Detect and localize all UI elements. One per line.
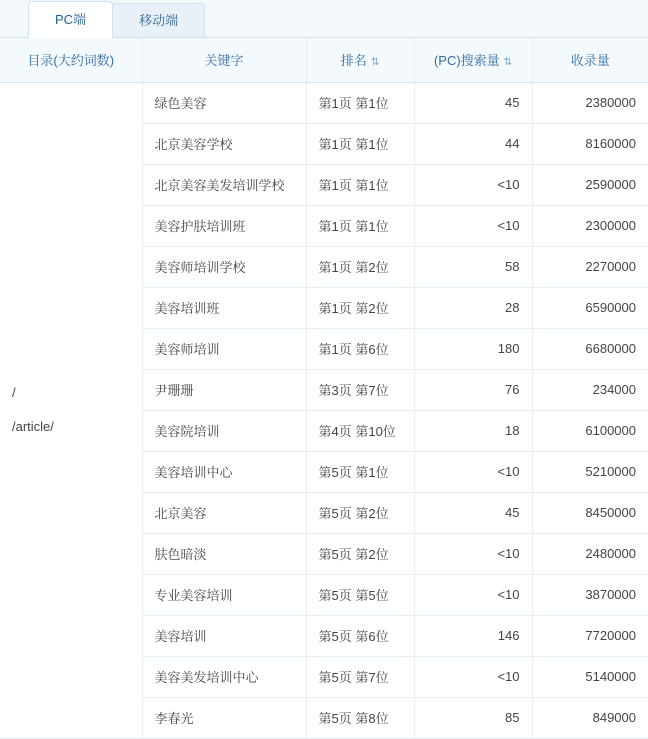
keyword-cell[interactable]: 专业美容培训	[142, 574, 306, 615]
tab-mobile[interactable]	[112, 3, 205, 37]
rank-cell[interactable]: 第5页 第1位	[306, 451, 414, 492]
search-volume-cell: 18	[414, 410, 532, 451]
keyword-cell[interactable]: 美容师培训	[142, 328, 306, 369]
indexed-count-cell: 5140000	[532, 656, 648, 697]
keyword-cell[interactable]: 美容护肤培训班	[142, 205, 306, 246]
search-volume-cell: 146	[414, 615, 532, 656]
search-volume-cell: 44	[414, 123, 532, 164]
keyword-cell[interactable]: 尹珊珊	[142, 369, 306, 410]
indexed-count-cell: 2300000	[532, 205, 648, 246]
rank-cell[interactable]: 第5页 第5位	[306, 574, 414, 615]
rank-cell[interactable]: 第3页 第7位	[306, 369, 414, 410]
search-volume-cell: <10	[414, 574, 532, 615]
table-header-row	[0, 38, 648, 82]
table-body	[0, 82, 648, 738]
keyword-cell[interactable]: 美容师培训学校	[142, 246, 306, 287]
header-directory	[0, 38, 142, 82]
keyword-cell[interactable]: 李春光	[142, 697, 306, 738]
indexed-count-cell: 6590000	[532, 287, 648, 328]
rank-cell[interactable]: 第4页 第10位	[306, 410, 414, 451]
keyword-cell[interactable]: 北京美容学校	[142, 123, 306, 164]
indexed-count-cell: 2380000	[532, 82, 648, 123]
directory-cell	[0, 82, 142, 738]
tab-bar	[0, 0, 648, 38]
search-volume-cell: <10	[414, 533, 532, 574]
indexed-count-cell: 8450000	[532, 492, 648, 533]
indexed-count-cell: 849000	[532, 697, 648, 738]
keyword-cell[interactable]: 美容培训中心	[142, 451, 306, 492]
search-volume-cell: 45	[414, 82, 532, 123]
header-indexed-label: 收录量	[570, 53, 610, 69]
rank-cell[interactable]: 第1页 第1位	[306, 123, 414, 164]
rank-cell[interactable]: 第1页 第6位	[306, 328, 414, 369]
keyword-cell[interactable]: 北京美容美发培训学校	[142, 164, 306, 205]
directory-item[interactable]: /article/	[12, 419, 54, 434]
keyword-cell[interactable]: 肤色暗淡	[142, 533, 306, 574]
search-volume-cell: <10	[414, 656, 532, 697]
search-volume-cell: 85	[414, 697, 532, 738]
indexed-count-cell: 8160000	[532, 123, 648, 164]
rank-cell[interactable]: 第5页 第7位	[306, 656, 414, 697]
indexed-count-cell: 6680000	[532, 328, 648, 369]
keyword-cell[interactable]: 北京美容	[142, 492, 306, 533]
tab-mobile-label: 移动端	[139, 13, 179, 28]
rank-cell[interactable]: 第1页 第2位	[306, 287, 414, 328]
header-volume-label: (PC)搜索量	[433, 53, 500, 69]
header-rank-label: 排名	[340, 53, 367, 69]
indexed-count-cell: 234000	[532, 369, 648, 410]
indexed-count-cell: 6100000	[532, 410, 648, 451]
rank-cell[interactable]: 第1页 第1位	[306, 164, 414, 205]
rank-cell[interactable]: 第5页 第8位	[306, 697, 414, 738]
header-keyword	[142, 38, 306, 82]
rank-cell[interactable]: 第1页 第1位	[306, 82, 414, 123]
rank-cell[interactable]: 第1页 第1位	[306, 205, 414, 246]
indexed-count-cell: 2270000	[532, 246, 648, 287]
header-rank[interactable]	[306, 38, 414, 82]
directory-item[interactable]: /	[12, 385, 16, 400]
header-volume[interactable]	[414, 38, 532, 82]
indexed-count-cell: 2480000	[532, 533, 648, 574]
indexed-count-cell: 7720000	[532, 615, 648, 656]
keyword-table	[0, 38, 648, 739]
keyword-cell[interactable]: 绿色美容	[142, 82, 306, 123]
search-volume-cell: 58	[414, 246, 532, 287]
sort-icon-rank[interactable]: ⇅	[370, 57, 380, 69]
rank-cell[interactable]: 第1页 第2位	[306, 246, 414, 287]
indexed-count-cell: 3870000	[532, 574, 648, 615]
rank-cell[interactable]: 第5页 第2位	[306, 492, 414, 533]
search-volume-cell: 76	[414, 369, 532, 410]
header-directory-label: 目录(大约词数)	[27, 53, 115, 69]
tab-pc[interactable]	[28, 1, 113, 37]
sort-icon-volume[interactable]: ⇅	[503, 57, 513, 69]
indexed-count-cell: 5210000	[532, 451, 648, 492]
search-volume-cell: <10	[414, 451, 532, 492]
search-volume-cell: <10	[414, 164, 532, 205]
header-keyword-label: 关键字	[204, 53, 244, 69]
keyword-cell[interactable]: 美容院培训	[142, 410, 306, 451]
rank-cell[interactable]: 第5页 第6位	[306, 615, 414, 656]
search-volume-cell: 180	[414, 328, 532, 369]
table-header	[0, 38, 648, 82]
rank-cell[interactable]: 第5页 第2位	[306, 533, 414, 574]
keyword-cell[interactable]: 美容培训班	[142, 287, 306, 328]
indexed-count-cell: 2590000	[532, 164, 648, 205]
header-indexed	[532, 38, 648, 82]
keyword-table-wrapper	[0, 38, 648, 739]
search-volume-cell: 45	[414, 492, 532, 533]
search-volume-cell: 28	[414, 287, 532, 328]
keyword-cell[interactable]: 美容美发培训中心	[142, 656, 306, 697]
keyword-cell[interactable]: 美容培训	[142, 615, 306, 656]
tab-pc-label: PC端	[55, 12, 87, 27]
table-row	[0, 82, 648, 123]
search-volume-cell: <10	[414, 205, 532, 246]
